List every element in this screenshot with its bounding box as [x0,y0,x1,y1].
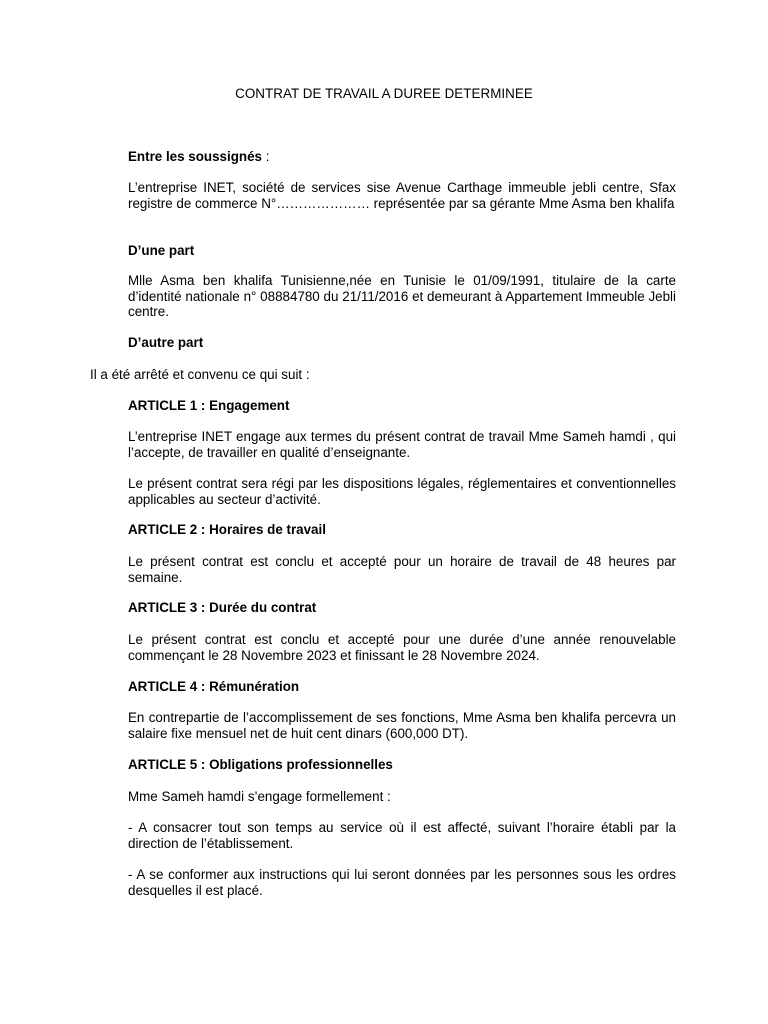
article-5-paragraph-1: Mme Sameh hamdi s’engage formellement : [128,789,391,804]
parties-heading [128,149,676,165]
agreement-intro: Il a été arrêté et convenu ce qui suit : [90,367,310,382]
part-one-label: D’une part [128,243,195,258]
article-5-item-1: - A consacrer tout son temps au service où il est affecté, suivant l’horaire établi par la direction de l’établissement. [128,820,676,851]
article-4-heading: ARTICLE 4 : Rémunération [128,679,300,694]
article-2-paragraph-1: Le présent contrat est conclu et accepté pour un horaire de travail de 48 heures par semaine. [128,554,676,585]
article-2-heading: ARTICLE 2 : Horaires de travail [128,522,326,537]
article-3-paragraph-1: Le présent contrat est conclu et accepté pour une durée d’une année renouvelable commençant le 28 Novembre 2023 et finissant le 28 Novembre 2024. [128,632,676,663]
article-3-heading: ARTICLE 3 : Durée du contrat [128,600,317,615]
article-4-paragraph-1: En contrepartie de l’accomplissement de ses fonctions, Mme Asma ben khalifa percevra un salaire fixe mensuel net de huit cent dinars (600,000 DT). [128,710,676,741]
employee-paragraph: Mlle Asma ben khalifa Tunisienne,née en Tunisie le 01/09/1991, titulaire de la carte d’identité nationale n° 08884780 du 21/11/2016 et demeurant à Appartement Immeuble Jebli centre. [128,273,676,319]
article-5-heading: ARTICLE 5 : Obligations professionnelles [128,757,393,772]
part-two-label: D’autre part [128,335,204,350]
employer-paragraph: L’entreprise INET, société de services sise Avenue Carthage immeuble jebli centre, Sfax registre de commerce N°………………… représentée par sa gérante Mme Asma ben khalifa [128,180,676,211]
article-1-paragraph-2: Le présent contrat sera régi par les dispositions légales, réglementaires et conventionnelles applicables au secteur d’activité. [128,476,676,507]
article-1-paragraph-1: L’entreprise INET engage aux termes du présent contrat de travail Mme Sameh hamdi , qui l’accepte, de travailler en qualité d’enseignante. [128,429,676,460]
document-title: CONTRAT DE TRAVAIL A DUREE DETERMINEE [235,86,533,101]
parties-heading-label: Entre les soussignés [128,149,262,164]
article-1-heading: ARTICLE 1 : Engagement [128,398,290,413]
article-5-item-2: - A se conformer aux instructions qui lui seront données par les personnes sous les ordres desquelles il est placé. [128,867,676,898]
parties-heading-suffix: : [261,149,270,164]
